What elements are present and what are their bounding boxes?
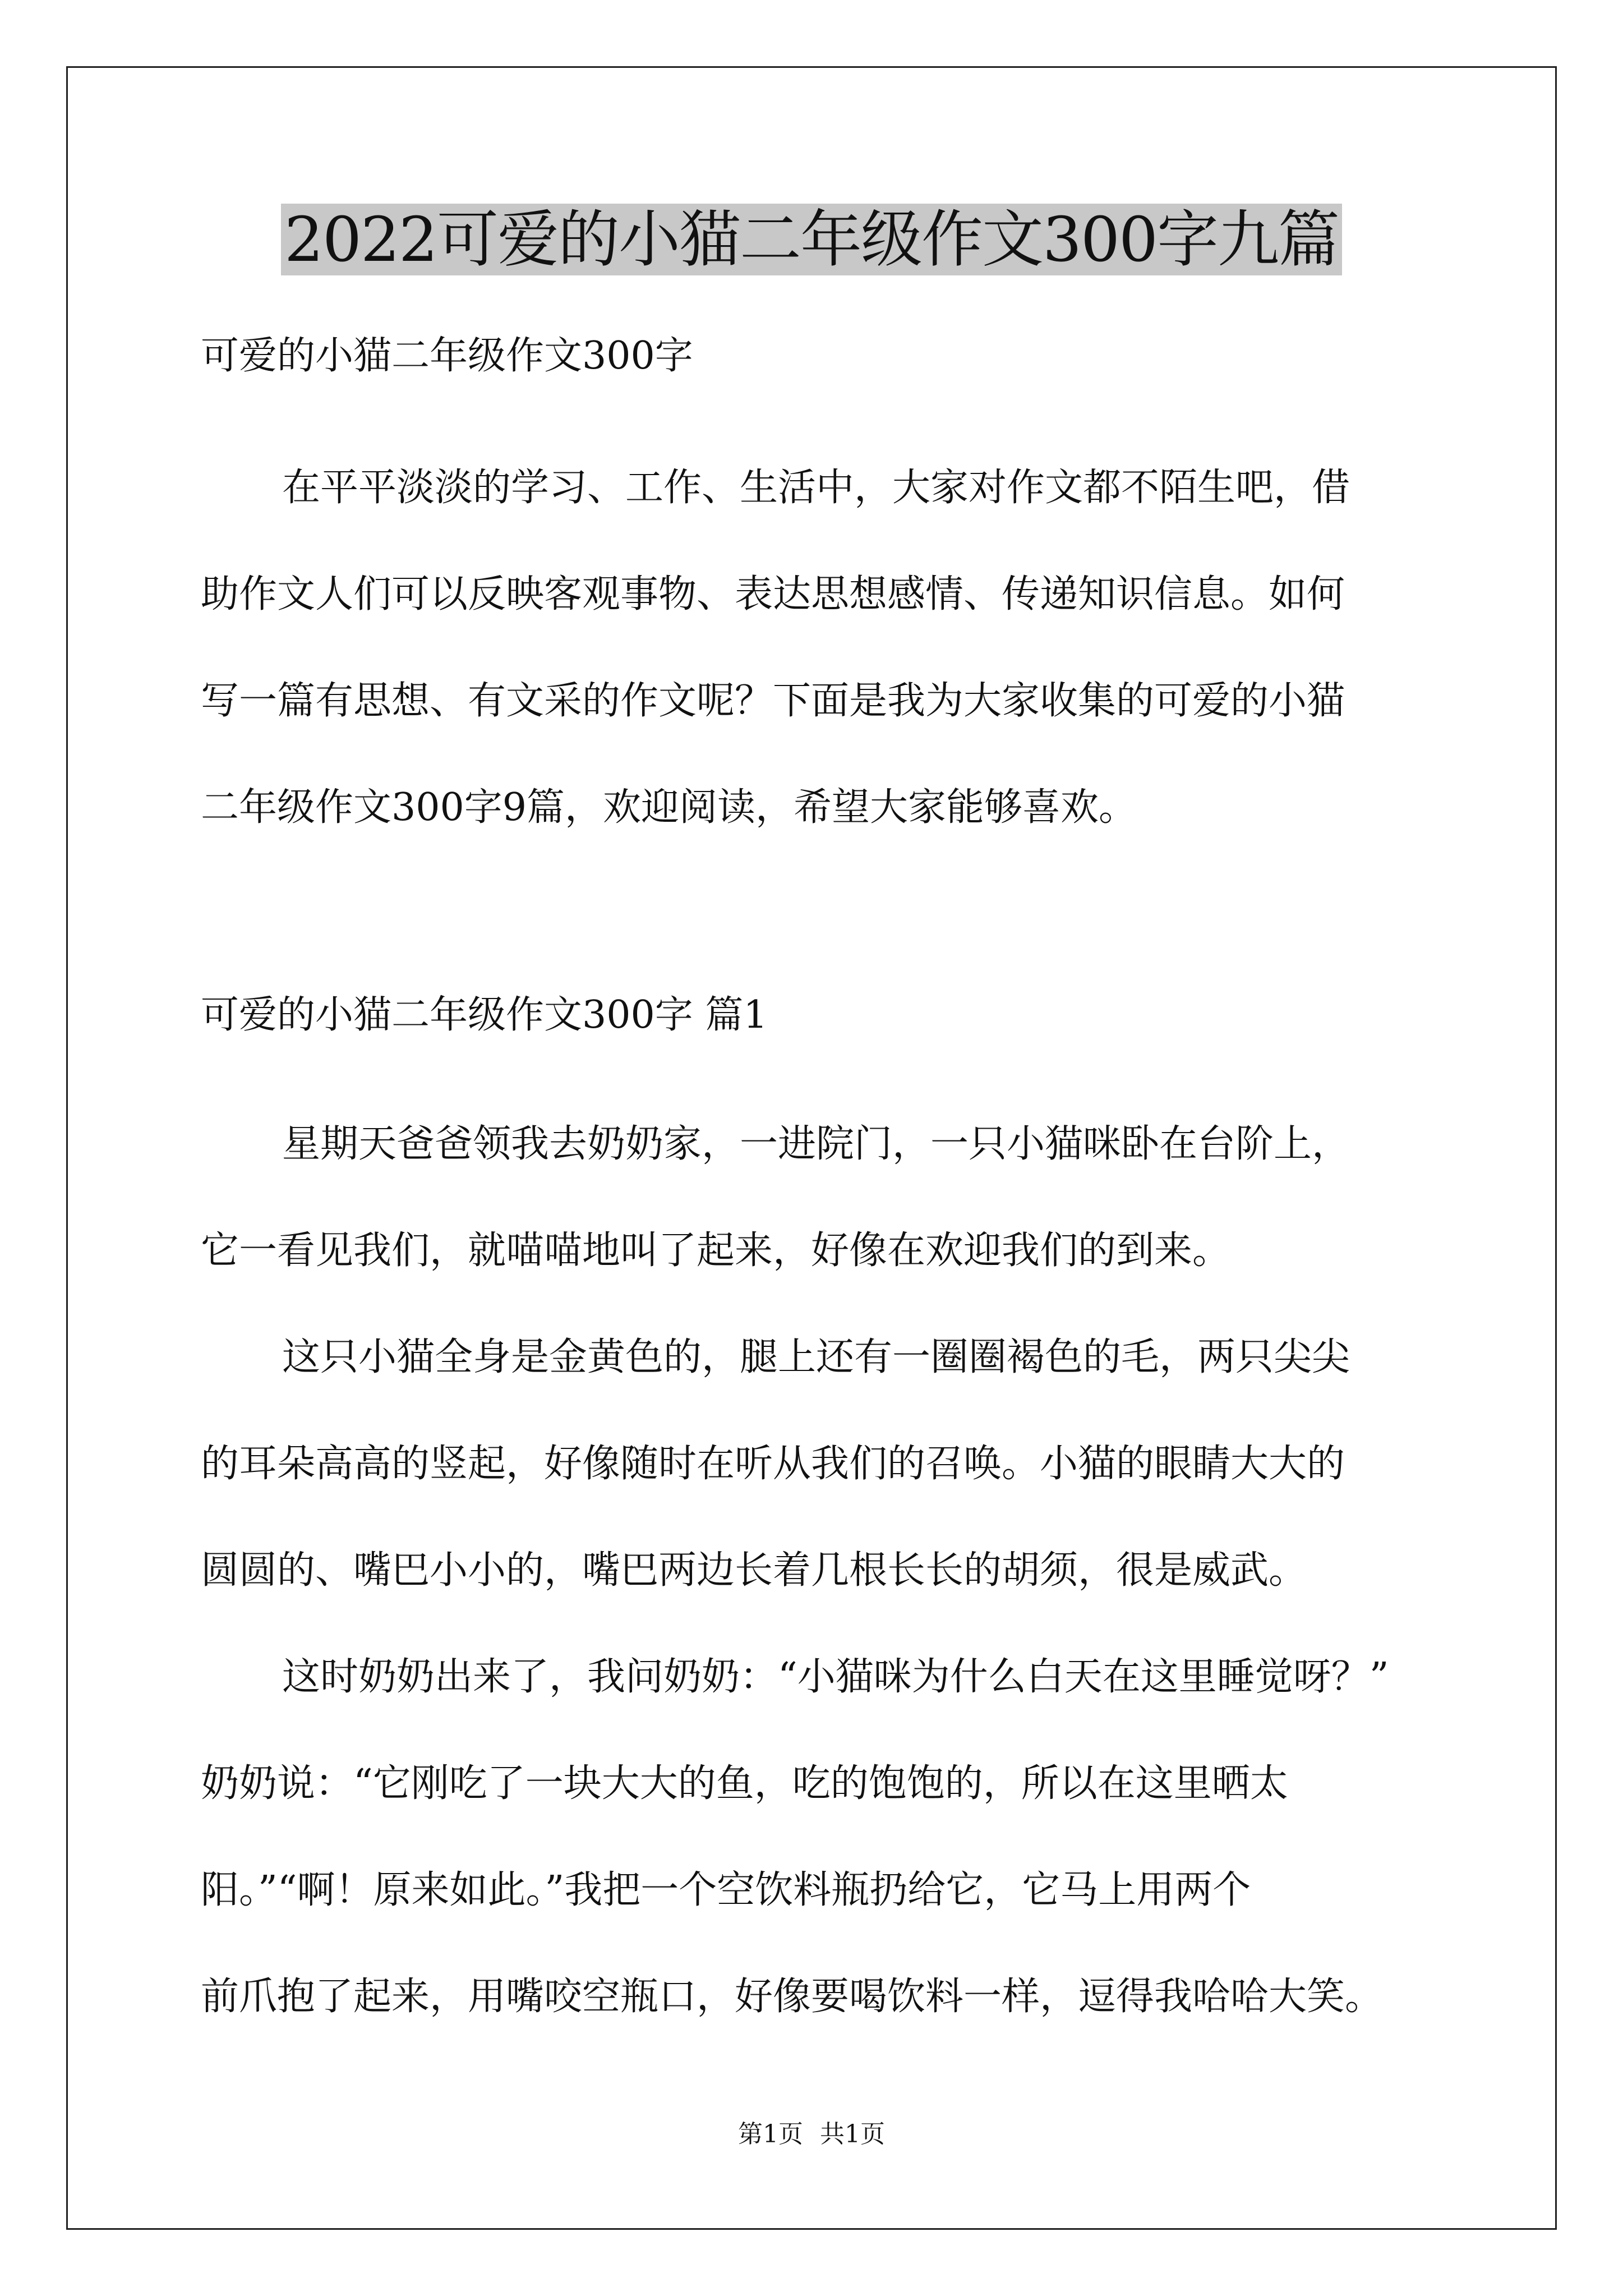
section-line-8: 阳。”“啊！原来如此。”我把一个空饮料瓶扔给它，它马上用两个	[201, 1868, 1251, 1912]
document-title-text: 2022可爱的小猫二年级作文300字九篇	[281, 204, 1342, 275]
section-line-5: 圆圆的、嘴巴小小的，嘴巴两边长着几根长长的胡须，很是威武。	[201, 1548, 1307, 1593]
section-line-4: 的耳朵高高的竖起，好像随时在听从我们的召唤。小猫的眼睛大大的	[201, 1442, 1345, 1486]
document-title	[0, 197, 1623, 282]
intro-line-3: 写一篇有思想、有文采的作文呢？下面是我为大家收集的可爱的小猫	[201, 679, 1345, 723]
page-footer: 第1页 共1页	[738, 2120, 885, 2148]
intro-line-2: 助作文人们可以反映客观事物、表达思想感情、传递知识信息。如何	[201, 572, 1345, 616]
section-line-3: 这只小猫全身是金黄色的，腿上还有一圈圈褐色的毛，两只尖尖	[282, 1335, 1350, 1379]
section-line-6: 这时奶奶出来了，我问奶奶：“小猫咪为什么白天在这里睡觉呀？”	[282, 1655, 1389, 1699]
section-heading: 可爱的小猫二年级作文300字 篇1	[201, 993, 768, 1037]
intro-line-1: 在平平淡淡的学习、工作、生活中，大家对作文都不陌生吧，借	[282, 466, 1350, 510]
section-line-7: 奶奶说：“它刚吃了一块大大的鱼，吃的饱饱的，所以在这里晒太	[201, 1761, 1288, 1806]
intro-line-4: 二年级作文300字9篇，欢迎阅读，希望大家能够喜欢。	[201, 785, 1137, 830]
section-line-9: 前爪抱了起来，用嘴咬空瓶口，好像要喝饮料一样，逗得我哈哈大笑。	[201, 1975, 1384, 2019]
section-line-2: 它一看见我们，就喵喵地叫了起来，好像在欢迎我们的到来。	[201, 1228, 1231, 1273]
section-line-1: 星期天爸爸领我去奶奶家，一进院门，一只小猫咪卧在台阶上，	[282, 1122, 1350, 1166]
intro-heading: 可爱的小猫二年级作文300字	[201, 334, 693, 378]
